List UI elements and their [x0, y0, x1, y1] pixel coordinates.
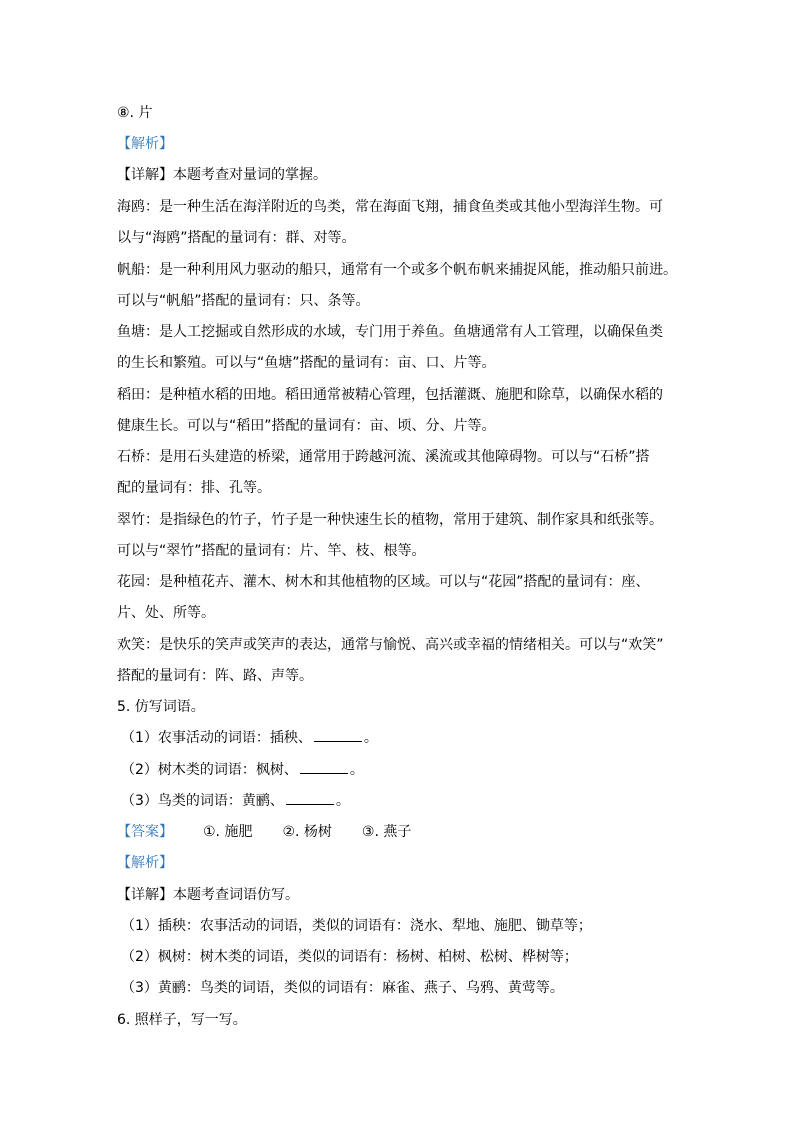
paragraph-line: 配的量词有：排、孔等。	[117, 480, 271, 496]
answer-2: ②. 杨树	[282, 824, 332, 840]
item-suffix: 。	[349, 762, 364, 778]
answer-1: ①. 施肥	[203, 824, 253, 840]
paragraph-line: 翠竹：是指绿色的竹子，竹子是一种快速生长的植物，常用于建筑、制作家具和纸张等。	[117, 512, 663, 528]
answer-blank	[286, 792, 334, 805]
paragraph-line: 花园：是种植花卉、灌木、树木和其他植物的区域。可以与“花园”搭配的量词有：座、	[117, 574, 650, 590]
question-5-item-1	[121, 729, 378, 747]
paragraph-line: 片、处、所等。	[117, 605, 215, 621]
paragraph-line: 以与“海鸥”搭配的量词有：群、对等。	[117, 230, 356, 246]
answer-3: ③. 燕子	[361, 824, 412, 840]
paragraph-line: 鱼塘：是人工挖掘或自然形成的水域，专门用于养鱼。鱼塘通常有人工管理，以确保鱼类	[117, 324, 663, 340]
paragraph-line: 石桥：是用石头建造的桥梁，通常用于跨越河流、溪流或其他障碍物。可以与“石桥”搭	[117, 449, 650, 465]
paragraph-line: 健康生长。可以与“稻田”搭配的量词有：亩、顷、分、片等。	[117, 418, 496, 434]
item-suffix: 。	[335, 793, 350, 809]
paragraph-line: 可以与“帆船”搭配的量词有：只、条等。	[117, 293, 370, 309]
answer-row	[117, 823, 411, 841]
paragraph-line: 搭配的量词有：阵、路、声等。	[117, 668, 313, 684]
answer-label: 【答案】	[117, 824, 173, 840]
explanation-line: （1）插秧：农事活动的词语，类似的词语有：浇水、犁地、施肥、锄草等；	[121, 918, 592, 934]
explanation-line: （3）黄鹂：鸟类的词语，类似的词语有：麻雀、燕子、乌鸦、黄莺等。	[121, 980, 564, 996]
question-6-title: 6. 照样子，写一写。	[117, 1012, 247, 1028]
paragraph-line: 稻田：是种植水稻的田地。稻田通常被精心管理，包括灌溉、施肥和除草，以确保水稻的	[117, 387, 663, 403]
question-5-title: 5. 仿写词语。	[117, 699, 205, 715]
paragraph-line: 的生长和繁殖。可以与“鱼塘”搭配的量词有：亩、口、片等。	[117, 355, 496, 371]
question-5-item-3	[121, 792, 350, 810]
analysis-label: 【解析】	[117, 136, 173, 152]
detail-intro: 【详解】本题考查词语仿写。	[117, 887, 299, 903]
item-prefix: （1）农事活动的词语：插秧、	[121, 730, 312, 746]
question-5-item-2	[121, 761, 364, 779]
answer-blank	[300, 761, 348, 774]
item-prefix: （3）鸟类的词语：黄鹂、	[121, 793, 284, 809]
paragraph-line: 可以与“翠竹”搭配的量词有：片、竿、枝、根等。	[117, 543, 426, 559]
paragraph-line: 海鸥：是一种生活在海洋附近的鸟类，常在海面飞翔，捕食鱼类或其他小型海洋生物。可	[117, 199, 663, 215]
answer-item-8: ⑧. 片	[117, 105, 153, 121]
analysis-label: 【解析】	[117, 855, 173, 871]
item-prefix: （2）树木类的词语：枫树、	[121, 762, 298, 778]
answer-blank	[314, 729, 362, 742]
detail-intro: 【详解】本题考查对量词的掌握。	[117, 167, 327, 183]
item-suffix: 。	[363, 730, 378, 746]
paragraph-line: 帆船：是一种利用风力驱动的船只，通常有一个或多个帆布帆来捕捉风能，推动船只前进。	[117, 262, 677, 278]
explanation-line: （2）枫树：树木类的词语，类似的词语有：杨树、柏树、松树、桦树等；	[121, 949, 578, 965]
paragraph-line: 欢笑：是快乐的笑声或笑声的表达，通常与愉悦、高兴或幸福的情绪相关。可以与“欢笑”	[117, 637, 664, 653]
